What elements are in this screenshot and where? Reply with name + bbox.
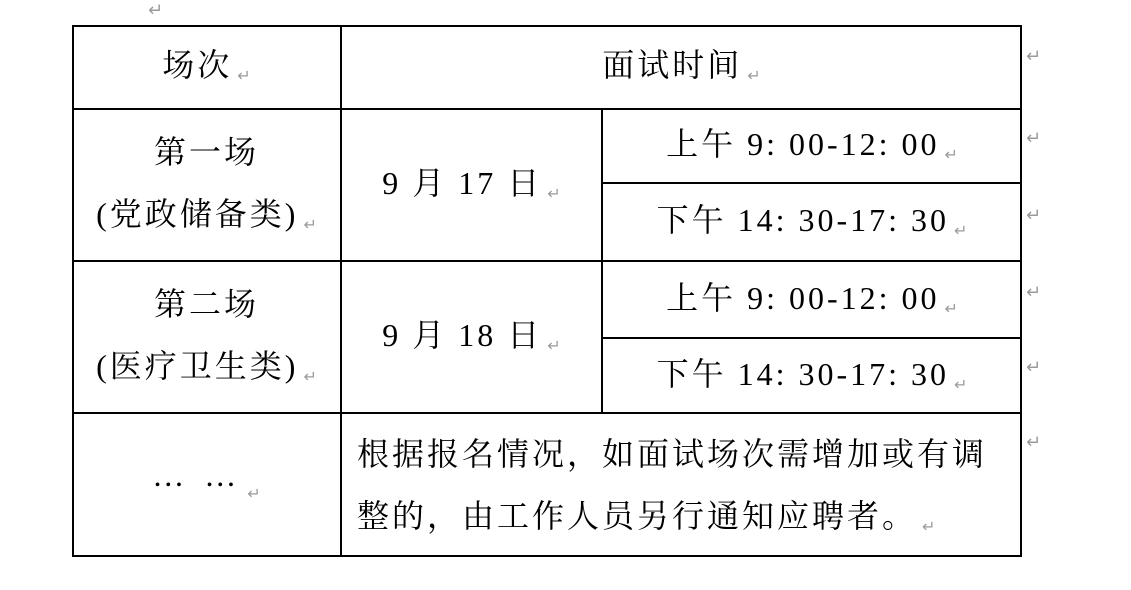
paragraph-mark-icon: ↵ [954,374,968,394]
paragraph-mark-icon: ↵ [944,145,958,164]
row2-session-cell [72,262,341,414]
paragraph-mark-icon: ↵ [922,517,936,536]
paragraph-mark-icon: ↵ [148,0,164,21]
paragraph-mark-icon: ↵ [747,65,761,85]
paragraph-mark-icon: ↵ [944,298,958,318]
row2-afternoon-time: 下午 14: 30-17: 30 [656,355,950,392]
row1-morning-time-cell [602,110,1022,184]
row2-afternoon-time-cell [602,339,1022,414]
row2-session-category: (医疗卫生类) [96,348,299,384]
paragraph-mark-icon: ↵ [1026,128,1042,149]
row1-session-name: 第一场 [153,134,259,170]
row2-date-cell [341,262,602,414]
interview-schedule-table [72,25,1022,557]
footer-session-cell [72,414,341,557]
row1-session-category: (党政储备类) [96,196,299,232]
header-cell-session [72,25,341,110]
paragraph-mark-icon: ↵ [547,184,561,203]
paragraph-mark-icon: ↵ [237,65,251,85]
header-session-label: 场次 [162,46,233,83]
paragraph-mark-icon: ↵ [1026,46,1042,67]
row2-morning-time: 上午 9: 00-12: 00 [666,279,940,316]
paragraph-mark-icon: ↵ [1026,357,1042,378]
footer-note-text: 根据报名情况，如面试场次需增加或有调整的，由工作人员另行通知应聘者。 [357,436,988,534]
row1-session-cell [72,110,341,262]
paragraph-mark-icon: ↵ [1026,432,1042,453]
paragraph-mark-icon: ↵ [1026,282,1042,303]
paragraph-mark-icon: ↵ [303,215,317,234]
paragraph-mark-icon: ↵ [1026,205,1042,226]
row1-date-cell [341,110,602,262]
header-time-label: 面试时间 [602,46,743,83]
header-cell-time [341,25,1022,110]
paragraph-mark-icon: ↵ [303,367,317,386]
row2-date: 9 月 18 日 [382,317,543,353]
footer-session-ellipsis: … … [152,456,243,493]
row2-session-name: 第二场 [153,286,259,322]
paragraph-mark-icon: ↵ [547,336,561,355]
row2-morning-time-cell [602,262,1022,339]
footer-note-cell [341,414,1022,557]
paragraph-mark-icon: ↵ [954,221,968,240]
row1-morning-time: 上午 9: 00-12: 00 [666,126,940,162]
row1-afternoon-time: 下午 14: 30-17: 30 [656,202,950,238]
row1-date: 9 月 17 日 [382,165,543,201]
paragraph-mark-icon: ↵ [247,483,261,503]
row1-afternoon-time-cell [602,184,1022,262]
